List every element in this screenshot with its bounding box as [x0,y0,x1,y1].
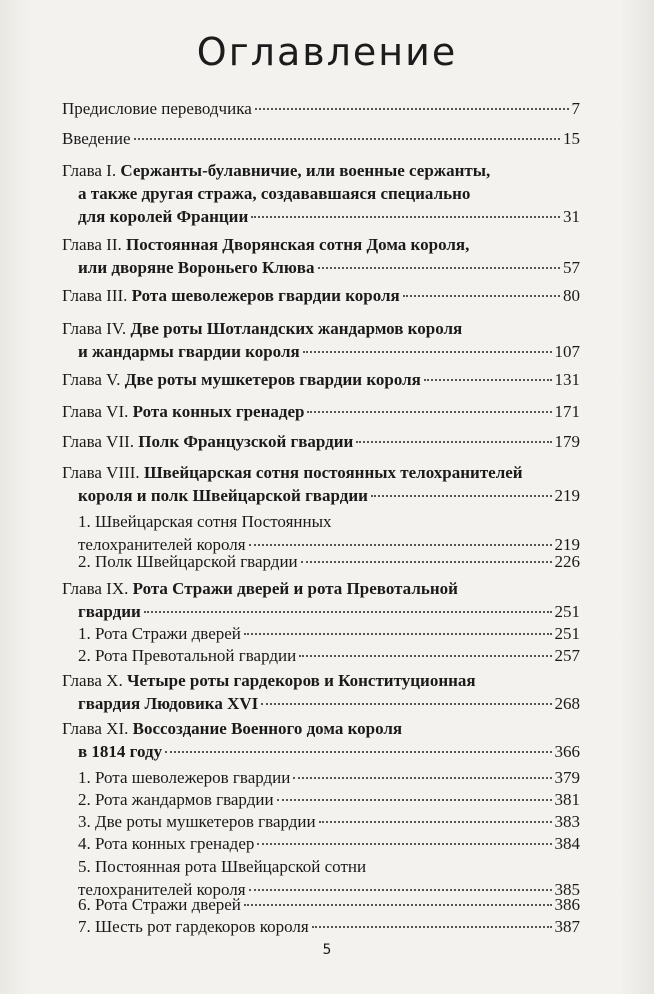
toc-continuation-text: и жандармы гвардии короля [78,342,300,361]
toc-page-number: 385 [554,880,580,899]
toc-entry-title [78,833,254,855]
toc-page-number: 251 [554,602,580,621]
toc-page-number: 80 [563,286,580,305]
toc-continuation-text: короля и полк Швейцарской гвардии [78,486,368,505]
page-title: Оглавление [196,30,458,74]
toc-entry [62,318,580,340]
toc-entry-title [62,578,458,600]
leader-dots [244,904,552,906]
toc-entry [78,551,580,573]
toc-entry-title [78,856,366,878]
leader-dots [403,295,560,297]
toc-entry-title [62,128,131,150]
toc-entry-continuation [78,341,580,363]
toc-entry [78,811,580,833]
toc-entry-title [78,645,296,667]
toc-page-number: 257 [554,646,580,665]
toc-entry [78,623,580,645]
toc-subentry-text: 1. Рота шеволежеров гвардии [78,768,291,787]
toc-page-number: 366 [554,742,580,761]
toc-entry [78,894,580,916]
toc-continuation-text: или дворяне Вороньего Клюва [78,258,315,277]
toc-chapter-prefix: Глава II. [62,235,126,254]
toc-entry [78,916,580,938]
leader-dots [255,108,569,110]
toc-chapter-title: Швейцарская сотня постоянных телохранителей [143,463,523,482]
toc-chapter-title: Сержанты-булавничие, или военные сержанты, [120,161,491,180]
leader-dots [303,351,552,353]
toc-chapter-prefix: Глава V. [62,370,125,389]
toc-page-number: 219 [554,535,580,554]
toc-entry [62,431,580,453]
toc-chapter-title: Рота конных гренадер [132,402,305,421]
toc-continuation-text: гвардия Людовика XVI [78,694,259,713]
toc-page-number: 386 [554,895,580,914]
leader-dots [144,611,552,613]
toc-entry-title [62,401,304,423]
leader-dots [277,799,552,801]
toc-entry-title [78,789,274,811]
toc-page-number: 381 [554,790,580,809]
toc-chapter-prefix: Глава IV. [62,319,131,338]
toc-page-number: 179 [554,432,580,451]
toc-continuation-text: телохранителей короля [78,880,246,899]
leader-dots [424,379,552,381]
toc-subentry-text: 5. Постоянная рота Швейцарской сотни [78,857,367,876]
toc-chapter-prefix: Глава IX. [62,579,133,598]
toc-entry [62,369,580,391]
toc-continuation-text: для королей Франции [78,207,249,226]
page-number: 5 [322,942,332,958]
toc-entry-title [78,551,298,573]
toc-entry-title [62,98,252,120]
leader-dots [319,821,552,823]
toc-subentry-text: 1. Швейцарская сотня Постоянных [78,512,332,531]
toc-entry-title [78,916,309,938]
toc-chapter-prefix: Глава XI. [62,719,133,738]
leader-dots [318,267,561,269]
toc-entry [78,645,580,667]
toc-entry [62,401,580,423]
toc-page-number: 226 [554,552,580,571]
toc-entry [62,98,580,120]
leader-dots [251,216,560,218]
leader-dots [249,544,552,546]
toc-page-number: 171 [554,402,580,421]
toc-entry-continuation [78,257,580,279]
toc-entry [62,578,580,600]
toc-entry-title [62,670,476,692]
toc-chapter-title: Постоянная Дворянская сотня Дома короля, [126,235,470,254]
toc-entry-title [62,285,400,307]
toc-entry [78,833,580,855]
toc-entry-title [62,234,469,256]
toc-entry [78,789,580,811]
toc-entry [62,234,580,256]
toc-chapter-prefix: Предисловие переводчика [62,99,252,118]
toc-entry-continuation [78,741,580,763]
toc-continuation-text: в 1814 году [78,742,163,761]
toc-chapter-title: Две роты Шотландских жандармов короля [130,319,463,338]
toc-entry-title [78,894,241,916]
leader-dots [293,777,551,779]
toc-page-number: 107 [554,342,580,361]
leader-dots [371,495,552,497]
toc-entry [62,462,580,484]
toc-subentry-text: 3. Две роты мушкетеров гвардии [78,812,316,831]
toc-chapter-prefix: Глава III. [62,286,132,305]
toc-entry [78,856,580,878]
toc-chapter-title: Полк Французской гвардии [138,432,354,451]
toc-entry-continuation [78,693,580,715]
toc-entry [62,670,580,692]
toc-entry-title [78,811,316,833]
toc-chapter-prefix: Глава X. [62,671,127,690]
toc-entry-continuation [78,183,580,205]
toc-chapter-title: Рота Стражи дверей и рота Превотальной [132,579,458,598]
leader-dots [301,561,552,563]
toc-page-number: 31 [563,207,580,226]
leader-dots [244,633,552,635]
toc-entry-continuation [78,601,580,623]
toc-chapter-prefix: Глава VII. [62,432,139,451]
toc-continuation-text: а также другая стража, создававшаяся специально [78,184,471,203]
toc-page-number: 7 [571,99,580,118]
toc-page-number: 379 [554,768,580,787]
toc-chapter-prefix: Глава VI. [62,402,133,421]
toc-subentry-text: 2. Рота жандармов гвардии [78,790,274,809]
leader-dots [249,889,552,891]
toc-entry-title [62,318,462,340]
toc-subentry-text: 6. Рота Стражи дверей [78,895,241,914]
toc-page-number: 57 [563,258,580,277]
toc-entry-title [62,369,421,391]
toc-chapter-prefix: Введение [62,129,131,148]
toc-page-number: 131 [554,370,580,389]
toc-subentry-text: 7. Шесть рот гардекоров короля [78,917,309,936]
leader-dots [134,138,560,140]
toc-entry [62,160,580,182]
toc-entry-title [78,623,241,645]
leader-dots [299,655,551,657]
toc-subentry-text: 4. Рота конных гренадер [78,834,255,853]
toc-chapter-title: Две роты мушкетеров гвардии короля [124,370,421,389]
leader-dots [261,703,551,705]
toc-page-number: 384 [554,834,580,853]
toc-page-number: 268 [554,694,580,713]
leader-dots [312,926,552,928]
toc-entry [78,767,580,789]
toc-entry-title [62,431,353,453]
toc-entry [62,718,580,740]
toc-entry [62,285,580,307]
toc-continuation-text: гвардии [78,602,141,621]
leader-dots [165,751,551,753]
toc-page-number: 219 [554,486,580,505]
toc-entry-title [62,718,402,740]
toc-entry-continuation [78,485,580,507]
leader-dots [307,411,551,413]
toc-page-number: 383 [554,812,580,831]
toc-continuation-text: телохранителей короля [78,535,246,554]
toc-subentry-text: 2. Рота Превотальной гвардии [78,646,297,665]
toc-chapter-title: Воссоздание Военного дома короля [132,719,403,738]
toc-entry [78,511,580,533]
leader-dots [356,441,551,443]
toc-entry-continuation [78,206,580,228]
toc-entry-title [62,462,523,484]
toc-page-number: 387 [554,917,580,936]
toc-subentry-text: 2. Полк Швейцарской гвардии [78,552,298,571]
toc-entry-title [78,511,332,533]
toc-entry [62,128,580,150]
toc-entry-title [62,160,490,182]
toc-chapter-title: Четыре роты гардекоров и Конституционная [126,671,476,690]
leader-dots [257,843,551,845]
toc-chapter-title: Рота шеволежеров гвардии короля [131,286,400,305]
toc-page-number: 251 [554,624,580,643]
toc-chapter-prefix: Глава VIII. [62,463,144,482]
toc-subentry-text: 1. Рота Стражи дверей [78,624,241,643]
toc-chapter-prefix: Глава I. [62,161,121,180]
toc-entry-title [78,767,290,789]
toc-page-number: 15 [563,129,580,148]
